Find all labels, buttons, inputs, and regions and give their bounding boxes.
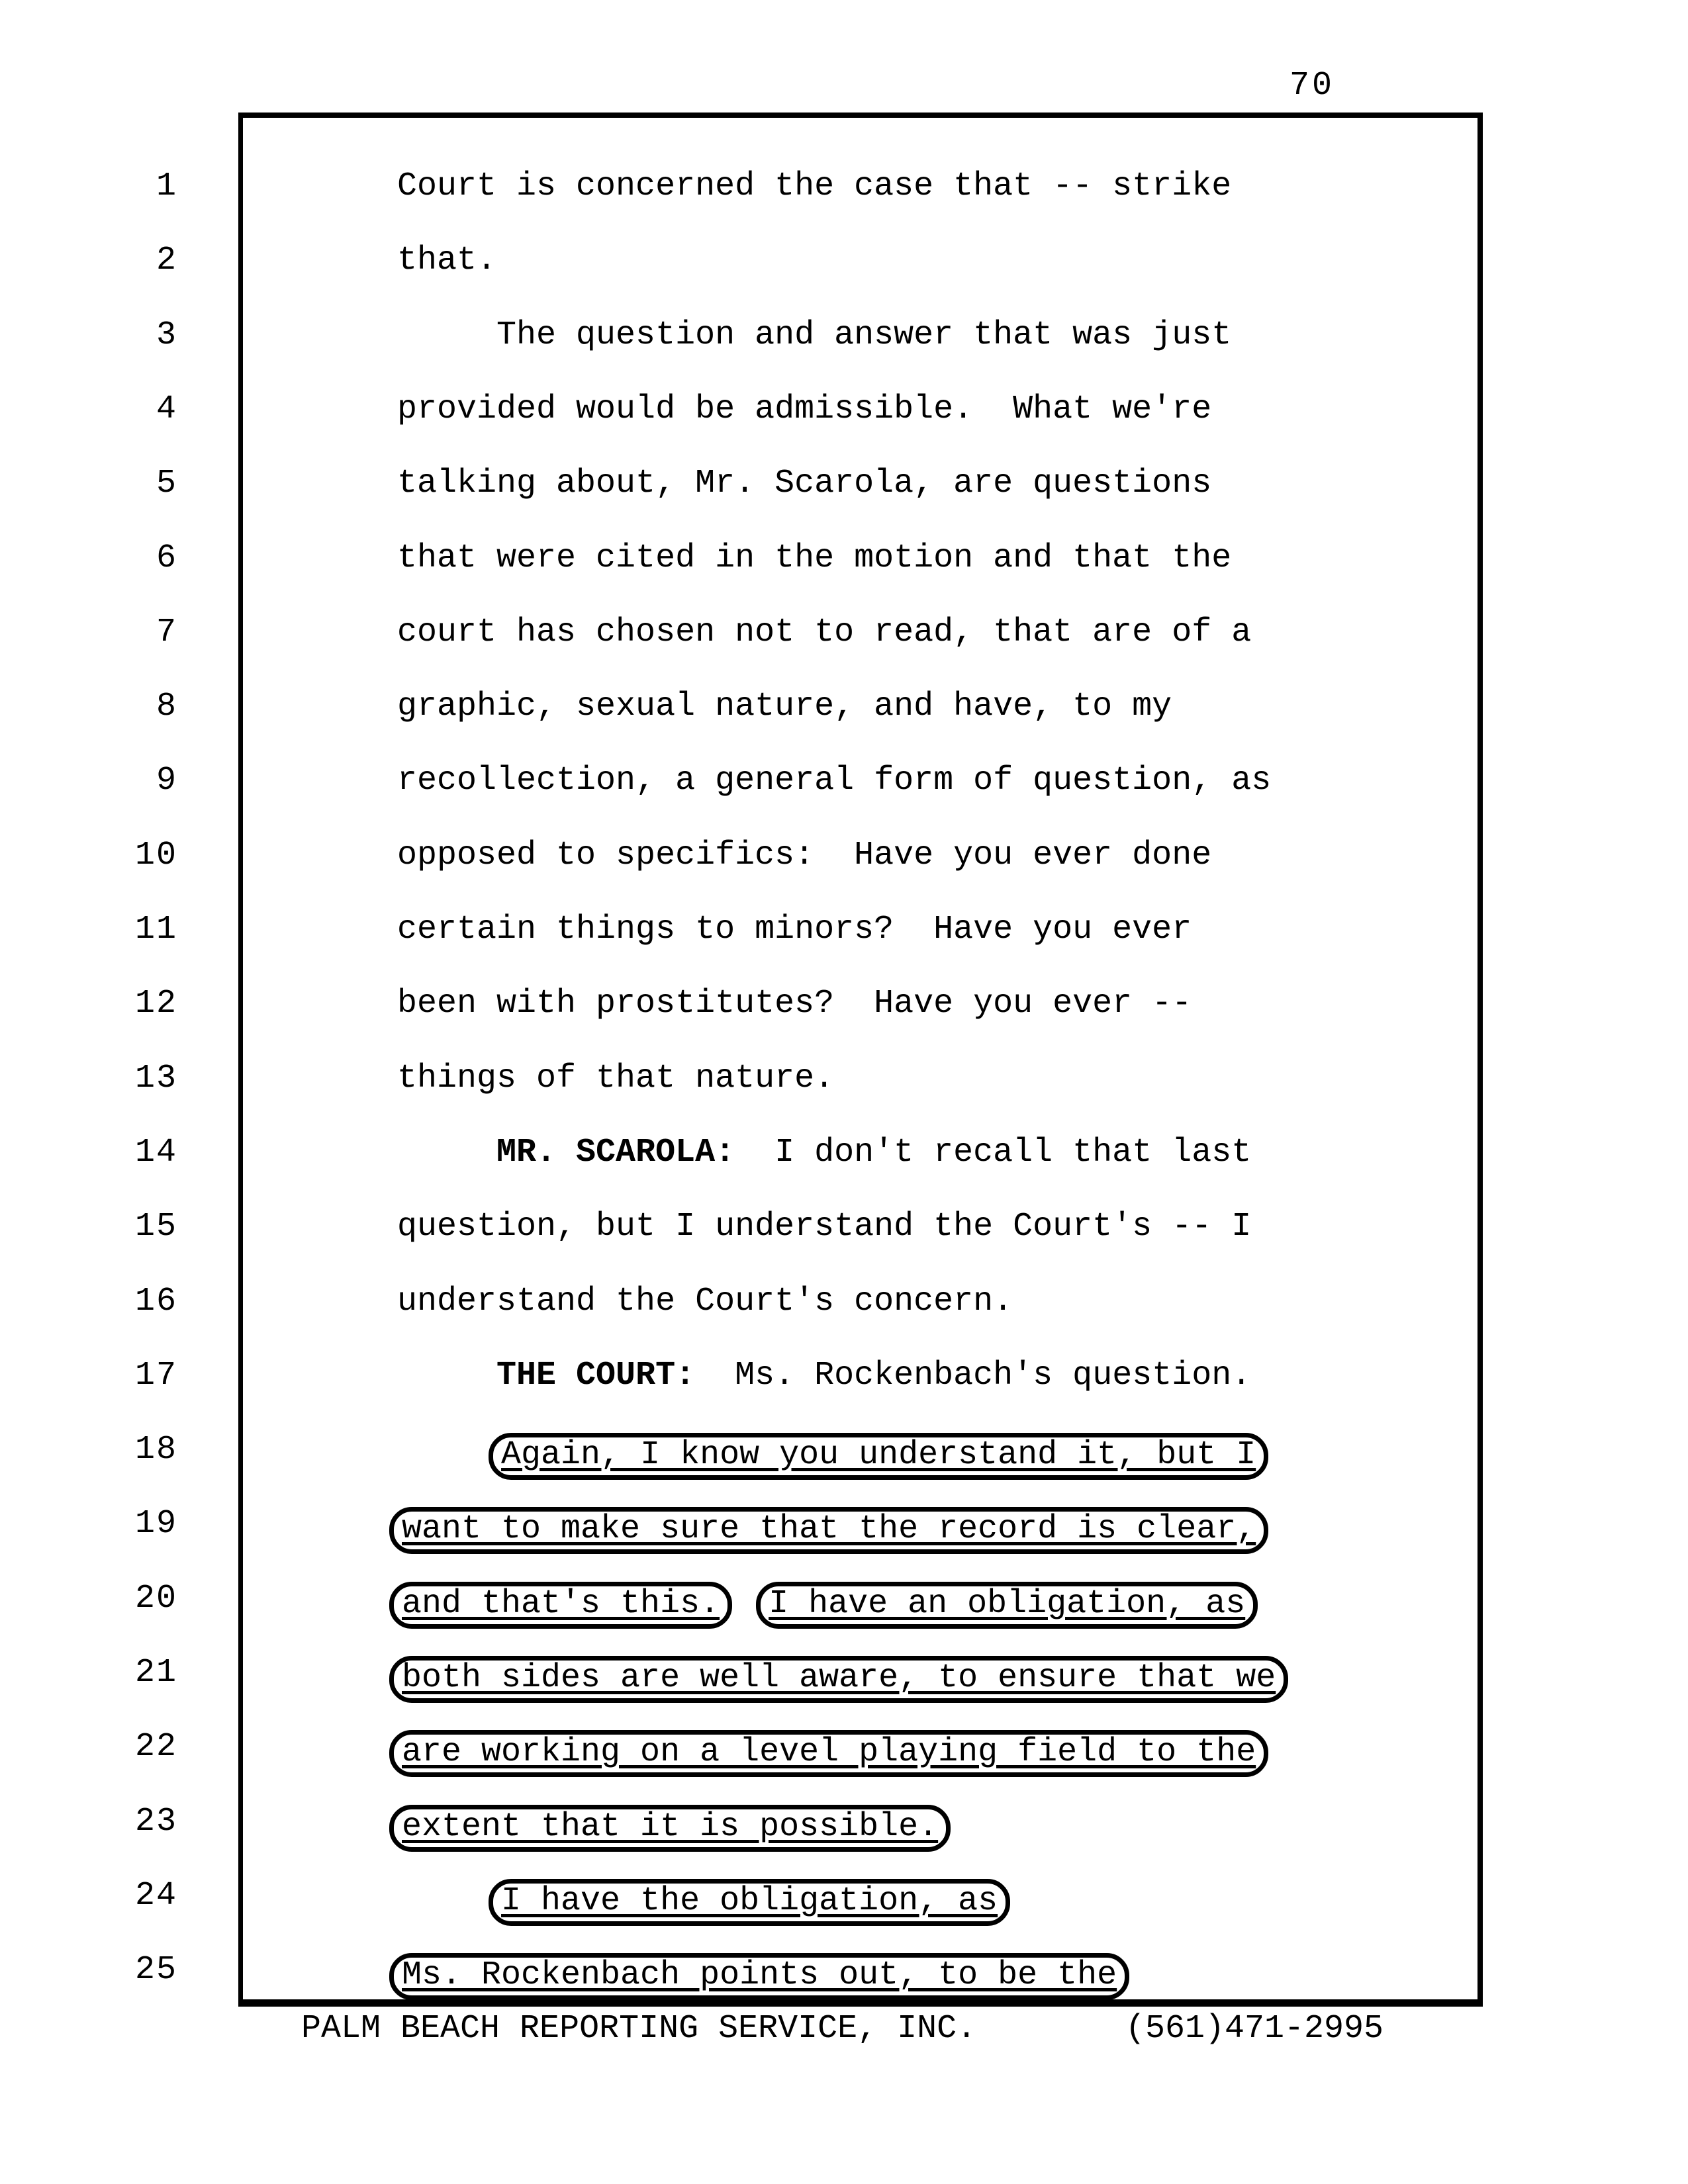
transcript-line	[0, 1730, 1688, 1778]
line-text-segment: graphic, sexual nature, and have, to my	[397, 688, 1172, 725]
transcript-line	[0, 1656, 1688, 1704]
line-number: 25	[134, 1951, 177, 1989]
transcript-line	[0, 987, 1688, 1034]
line-text	[397, 318, 1231, 353]
transcript-line	[0, 1210, 1688, 1257]
line-number: 21	[134, 1654, 177, 1692]
sealed-text-oval	[756, 1582, 1258, 1629]
line-text	[397, 1507, 1260, 1554]
line-text	[397, 169, 1231, 204]
transcript-line	[0, 1136, 1688, 1183]
transcript-line	[0, 1879, 1688, 1927]
line-text-segment	[397, 1357, 496, 1394]
transcript-line	[0, 1285, 1688, 1332]
line-text-segment: been with prostitutes? Have you ever --	[397, 985, 1192, 1023]
line-text-segment	[397, 1882, 496, 1920]
line-text	[397, 541, 1231, 576]
line-number: 23	[134, 1803, 177, 1841]
line-number: 19	[134, 1505, 177, 1543]
sealed-text-oval	[489, 1433, 1268, 1480]
sealed-text: and that's this.	[402, 1585, 720, 1623]
line-text-segment: understand the Court's concern.	[397, 1283, 1013, 1320]
line-number: 11	[134, 911, 177, 948]
line-number: 2	[156, 242, 177, 279]
line-text-segment: talking about, Mr. Scarola, are questions	[397, 465, 1212, 502]
sealed-text-oval	[389, 1953, 1129, 2000]
line-text	[397, 244, 496, 278]
line-text	[397, 839, 1211, 873]
transcript-line	[0, 1062, 1688, 1109]
line-number: 8	[156, 688, 177, 725]
line-text	[397, 1953, 1121, 2000]
sealed-text-oval	[389, 1656, 1288, 1703]
line-text-segment: Ms. Rockenbach's question.	[695, 1357, 1252, 1394]
line-number: 7	[156, 614, 177, 651]
line-text-segment: I don't recall that last	[735, 1134, 1252, 1171]
line-number: 6	[156, 539, 177, 577]
line-number: 15	[134, 1208, 177, 1246]
transcript-line	[0, 615, 1688, 663]
line-number: 4	[156, 390, 177, 428]
transcript-line	[0, 913, 1688, 960]
line-text-segment: recollection, a general form of question, as	[397, 762, 1272, 799]
line-number: 9	[156, 762, 177, 799]
line-text	[397, 987, 1192, 1021]
line-number: 18	[134, 1431, 177, 1469]
transcript-line	[0, 169, 1688, 217]
transcript-line	[0, 392, 1688, 440]
line-text	[397, 764, 1271, 798]
sealed-text-oval	[389, 1805, 951, 1852]
line-number: 3	[156, 316, 177, 354]
line-text	[397, 392, 1211, 427]
line-text	[397, 913, 1192, 947]
transcript-line	[0, 541, 1688, 589]
speaker-label: THE COURT:	[496, 1357, 696, 1394]
line-number: 10	[134, 837, 177, 874]
transcript-line	[0, 1507, 1688, 1555]
line-text-segment	[397, 1134, 496, 1171]
sealed-text-oval	[389, 1507, 1268, 1554]
line-text-segment: opposed to specifics: Have you ever done	[397, 837, 1212, 874]
line-text-segment: that.	[397, 242, 497, 279]
line-number: 12	[134, 985, 177, 1023]
transcript-line	[0, 1582, 1688, 1629]
sealed-text: I have an obligation, as	[769, 1585, 1246, 1623]
sealed-text: Ms. Rockenbach points out, to be the	[402, 1956, 1117, 1994]
line-text-segment: Court is concerned the case that -- strike	[397, 167, 1232, 205]
line-text	[397, 1136, 1251, 1170]
line-number: 16	[134, 1283, 177, 1320]
line-number: 5	[156, 465, 177, 502]
reporter-company: PALM BEACH REPORTING SERVICE, INC.	[301, 2010, 977, 2048]
line-text-segment: that were cited in the motion and that the	[397, 539, 1232, 577]
line-text	[397, 1359, 1251, 1393]
line-number: 22	[134, 1728, 177, 1766]
line-text	[397, 615, 1251, 650]
transcript-line	[0, 467, 1688, 514]
line-text-segment: certain things to minors? Have you ever	[397, 911, 1192, 948]
line-text	[397, 690, 1172, 724]
sealed-text-oval	[489, 1879, 1010, 1926]
line-number: 13	[134, 1060, 177, 1097]
transcript-line	[0, 1805, 1688, 1852]
sealed-text: are working on a level playing field to the	[402, 1733, 1256, 1771]
line-text-segment: court has chosen not to read, that are of a	[397, 614, 1252, 651]
sealed-text: both sides are well aware, to ensure that we	[402, 1659, 1276, 1697]
sealed-text: Again, I know you understand it, but I	[501, 1436, 1256, 1474]
sealed-text-oval	[389, 1582, 732, 1629]
transcript-line	[0, 1953, 1688, 2001]
line-number: 14	[134, 1134, 177, 1171]
line-text-segment: things of that nature.	[397, 1060, 835, 1097]
line-text-segment: The question and answer that was just	[397, 316, 1232, 354]
speaker-label: MR. SCAROLA:	[496, 1134, 735, 1171]
line-text	[397, 1210, 1251, 1244]
line-text	[397, 1730, 1260, 1777]
transcript-line	[0, 690, 1688, 737]
line-text-segment	[397, 1436, 496, 1474]
transcript-line	[0, 1433, 1688, 1480]
transcript-line	[0, 764, 1688, 811]
line-text	[397, 1879, 1002, 1926]
transcript-line	[0, 244, 1688, 291]
line-text	[397, 1062, 834, 1096]
line-text	[397, 467, 1211, 501]
transcript-line	[0, 1359, 1688, 1406]
reporter-phone: (561)471-2995	[1125, 2010, 1384, 2048]
sealed-text: I have the obligation, as	[501, 1882, 998, 1920]
line-text	[397, 1805, 943, 1852]
transcript-line	[0, 318, 1688, 366]
transcript-line	[0, 839, 1688, 886]
line-number: 17	[134, 1357, 177, 1394]
sealed-text-oval	[389, 1730, 1268, 1777]
page-number: 70	[1289, 67, 1335, 105]
line-text-segment: provided would be admissible. What we're	[397, 390, 1212, 428]
line-number: 24	[134, 1877, 177, 1915]
sealed-text: want to make sure that the record is clear,	[402, 1510, 1256, 1548]
line-text	[397, 1285, 1013, 1319]
line-text	[397, 1582, 1250, 1629]
line-number: 1	[156, 167, 177, 205]
line-text-segment: question, but I understand the Court's -- I	[397, 1208, 1252, 1246]
sealed-text: extent that it is possible.	[402, 1808, 939, 1846]
line-text	[397, 1656, 1280, 1703]
line-text	[397, 1433, 1260, 1480]
line-number: 20	[134, 1580, 177, 1617]
